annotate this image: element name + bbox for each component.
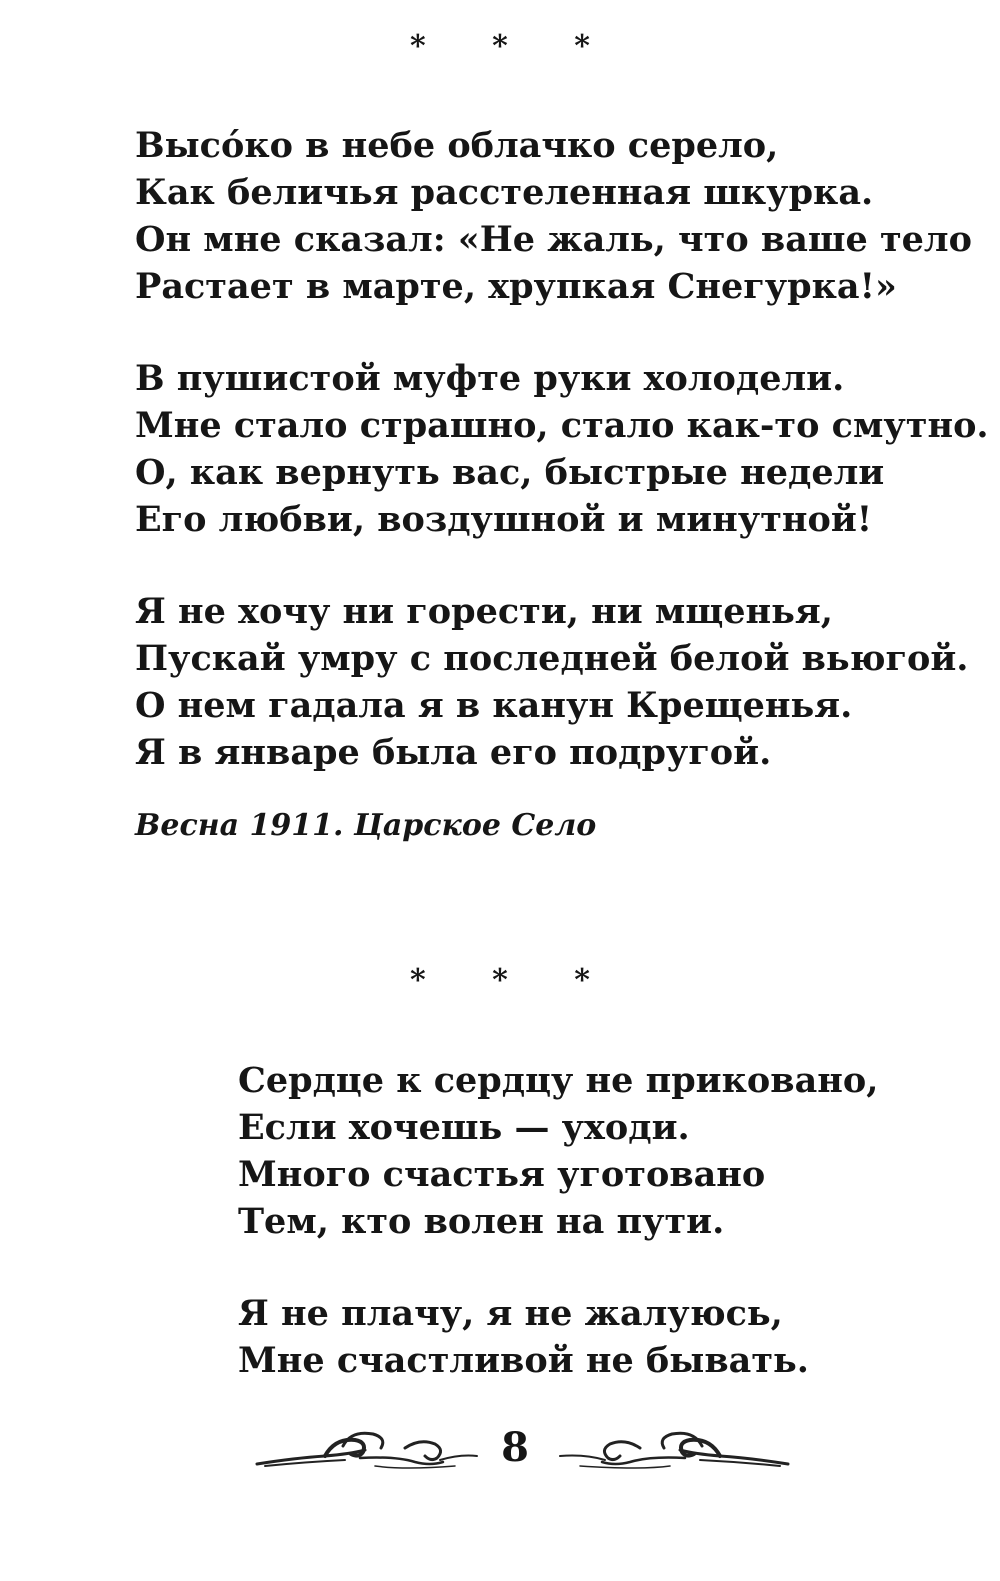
- poem2-divider: * * *: [410, 963, 618, 998]
- poem1-stanza-1: [135, 122, 989, 310]
- poem1-stanza-2: [135, 355, 989, 543]
- poem-line: Растает в марте, хрупкая Снегурка!»: [135, 266, 897, 307]
- poem-line: Высо́ко в небе облачко серело,: [135, 125, 779, 166]
- page-footer: [0, 1418, 1000, 1488]
- poem-line: Его любви, воздушной и минутной!: [135, 499, 873, 540]
- poem-line: Как беличья расстеленная шкурка.: [135, 172, 874, 213]
- poem-line: Я не хочу ни горести, ни мщенья,: [135, 591, 833, 632]
- poem-line: Сердце к сердцу не приковано,: [238, 1060, 879, 1101]
- poem-line: Пускай умру с последней белой вьюгой.: [135, 638, 969, 679]
- poem-line: О нем гадала я в канун Крещенья.: [135, 685, 853, 726]
- flourish-ornament-icon: [255, 1426, 480, 1476]
- poem-line: Мне стало страшно, стало как-то смутно.: [135, 405, 989, 446]
- poem-line: Тем, кто волен на пути.: [238, 1201, 725, 1242]
- poem-line: О, как вернуть вас, быстрые недели: [135, 452, 885, 493]
- page-number: 8: [501, 1424, 529, 1471]
- poem1-stanza-3: [135, 588, 989, 776]
- flourish-ornament-icon: [555, 1426, 790, 1476]
- poem-line: Я не плачу, я не жалуюсь,: [238, 1293, 783, 1334]
- poem-line: Он мне сказал: «Не жаль, что ваше тело: [135, 219, 972, 260]
- poem1-dateline: Весна 1911. Царское Село: [135, 808, 597, 843]
- poem1-divider: * * *: [410, 29, 618, 64]
- poem-line: Много счастья уготовано: [238, 1154, 766, 1195]
- poem-line: В пушистой муфте руки холодели.: [135, 358, 845, 399]
- poem-line: Мне счастливой не бывать.: [238, 1340, 809, 1381]
- poem-line: Если хочешь — уходи.: [238, 1107, 690, 1148]
- poem-line: Я в январе была его подругой.: [135, 732, 772, 773]
- poem2-stanza-1: [238, 1057, 878, 1245]
- poem2-stanza-2: [238, 1290, 878, 1384]
- poem1: [135, 122, 989, 776]
- poem2: [238, 1057, 878, 1384]
